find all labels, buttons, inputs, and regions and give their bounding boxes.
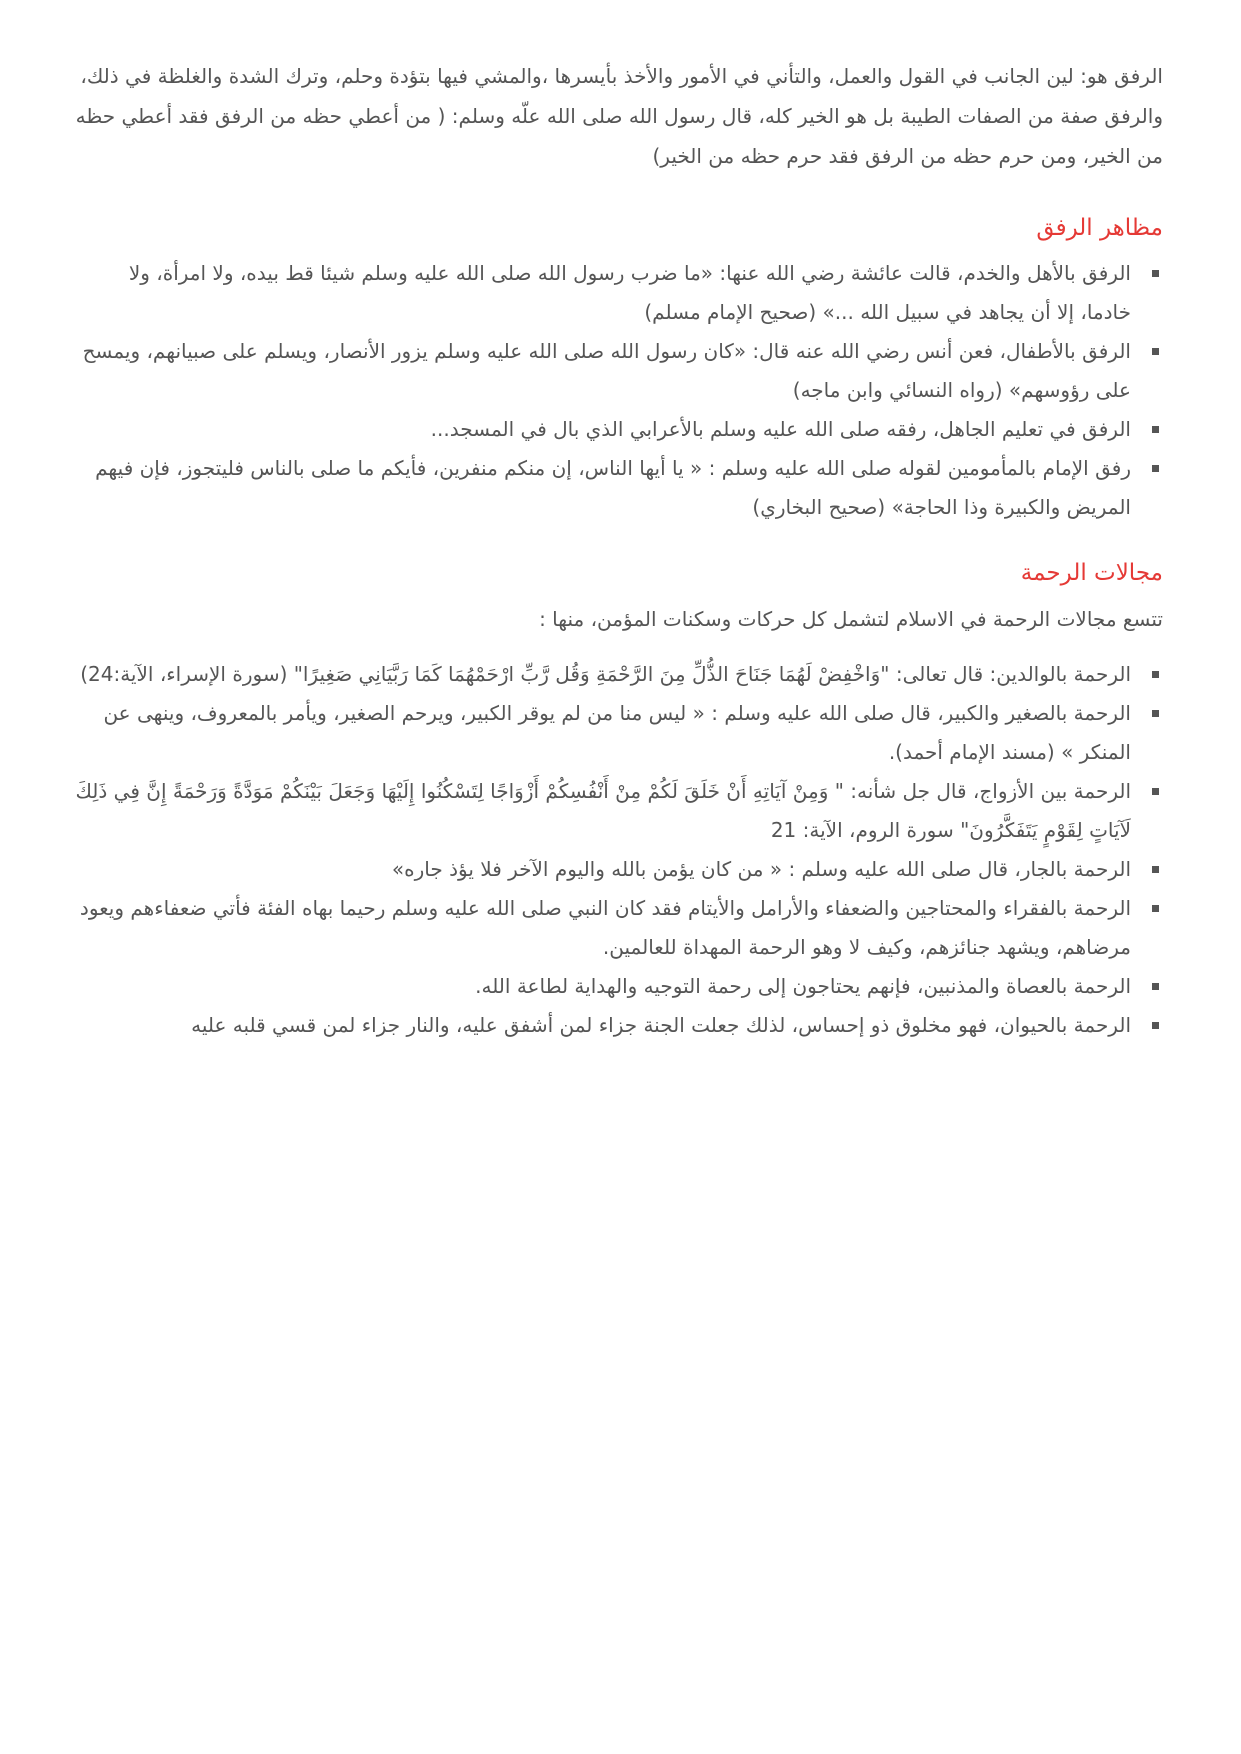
list-item-text: الرحمة بالحيوان، فهو مخلوق ذو إحساس، لذلك جعلت الجنة جزاء لمن أشفق عليه، والنار جزاء لمن قسي قلبه عليه [191,1013,1131,1037]
intro-paragraph: الرفق هو: لين الجانب في القول والعمل، والتأني في الأمور والأخذ بأيسرها ،والمشي فيها بتؤدة وحلم، وترك الشدة والغلظة في ذلك، والرفق صفة من الصفات الطيبة بل هو الخير كله، قال رسول الله صلى الله علّه وسلم: ( من أعطي حظه من الرفق فقد أعطي حظه من الخير، ومن حرم حظه من الرفق فقد حرم حظه من الخير) [75,64,1163,168]
list-item [75,967,1163,1006]
list-item [75,449,1163,527]
list-item [75,850,1163,889]
rifq-list [75,254,1163,527]
rahma-list [75,655,1163,1045]
square-bullet-icon [1152,426,1159,433]
list-item-text: الرحمة بالوالدين: قال تعالى: "وَاخْفِضْ لَهُمَا جَنَاحَ الذُّلِّ مِنَ الرَّحْمَةِ وَقُل رَّبِّ ارْحَمْهُمَا كَمَا رَبَّيَانِي صَغِيرًا" (سورة الإسراء، الآية:24) [80,662,1131,686]
square-bullet-icon [1152,905,1159,912]
square-bullet-icon [1152,465,1159,472]
list-item-text: الرفق بالأهل والخدم، قالت عائشة رضي الله عنها: «ما ضرب رسول الله صلى الله عليه وسلم شيئا قط بيده، ولا امرأة، ولا خادما، إلا أن يجاهد في سبيل الله ...» (صحيح الإمام مسلم) [128,261,1131,324]
list-item-text: الرفق في تعليم الجاهل، رفقه صلى الله عليه وسلم بالأعرابي الذي بال في المسجد... [430,417,1131,441]
square-bullet-icon [1152,270,1159,277]
list-item [75,655,1163,694]
list-item-text: الرحمة بالعصاة والمذنبين، فإنهم يحتاجون إلى رحمة التوجيه والهداية لطاعة الله. [475,974,1131,998]
section-heading-rifq: مظاهر الرفق [1036,215,1163,241]
list-item [75,254,1163,332]
square-bullet-icon [1152,1022,1159,1029]
square-bullet-icon [1152,788,1159,795]
list-item [75,694,1163,772]
square-bullet-icon [1152,710,1159,717]
list-item-text: الرحمة بين الأزواج، قال جل شأنه: " وَمِنْ آيَاتِهِ أَنْ خَلَقَ لَكُمْ مِنْ أَنْفُسِكُمْ أَزْوَاجًا لِتَسْكُنُوا إِلَيْهَا وَجَعَلَ بَيْنَكُمْ مَوَدَّةً وَرَحْمَةً إِنَّ فِي ذَلِكَ لَآيَاتٍ لِقَوْمٍ يَتَفَكَّرُونَ" سورة الروم، الآية: 21 [75,779,1131,842]
square-bullet-icon [1152,671,1159,678]
list-item [75,1006,1163,1045]
square-bullet-icon [1152,866,1159,873]
rahma-intro: تتسع مجالات الرحمة في الاسلام لتشمل كل حركات وسكنات المؤمن، منها : [539,607,1163,631]
document-page [75,56,1163,1045]
section-heading-rahma: مجالات الرحمة [1020,560,1163,586]
square-bullet-icon [1152,348,1159,355]
list-item [75,332,1163,410]
list-item-text: الرفق بالأطفال، فعن أنس رضي الله عنه قال: «كان رسول الله صلى الله عليه وسلم يزور الأنصار، ويسلم على صبيانهم، ويمسح على رؤوسهم» (رواه النسائي وابن ماجه) [82,339,1131,402]
list-item-text: الرحمة بالفقراء والمحتاجين والضعفاء والأرامل والأيتام فقد كان النبي صلى الله عليه وسلم رحيما بهاه الفئة فأتي ضعفاءهم ويعود مرضاهم، ويشهد جنائزهم، وكيف لا وهو الرحمة المهداة للعالمين. [79,896,1131,959]
list-item [75,772,1163,850]
list-item-text: الرحمة بالجار، قال صلى الله عليه وسلم : « من كان يؤمن بالله واليوم الآخر فلا يؤذ جاره» [391,857,1131,881]
list-item-text: الرحمة بالصغير والكبير، قال صلى الله عليه وسلم : « ليس منا من لم يوقر الكبير، ويرحم الصغير، ويأمر بالمعروف، وينهى عن المنكر » (مسند الإمام أحمد). [103,701,1131,764]
square-bullet-icon [1152,983,1159,990]
list-item-text: رفق الإمام بالمأمومين لقوله صلى الله عليه وسلم : « يا أيها الناس، إن منكم منفرين، فأيكم ما صلى بالناس فليتجوز، فإن فيهم المريض والكبيرة وذا الحاجة» (صحيح البخاري) [95,456,1131,519]
list-item [75,889,1163,967]
list-item [75,410,1163,449]
